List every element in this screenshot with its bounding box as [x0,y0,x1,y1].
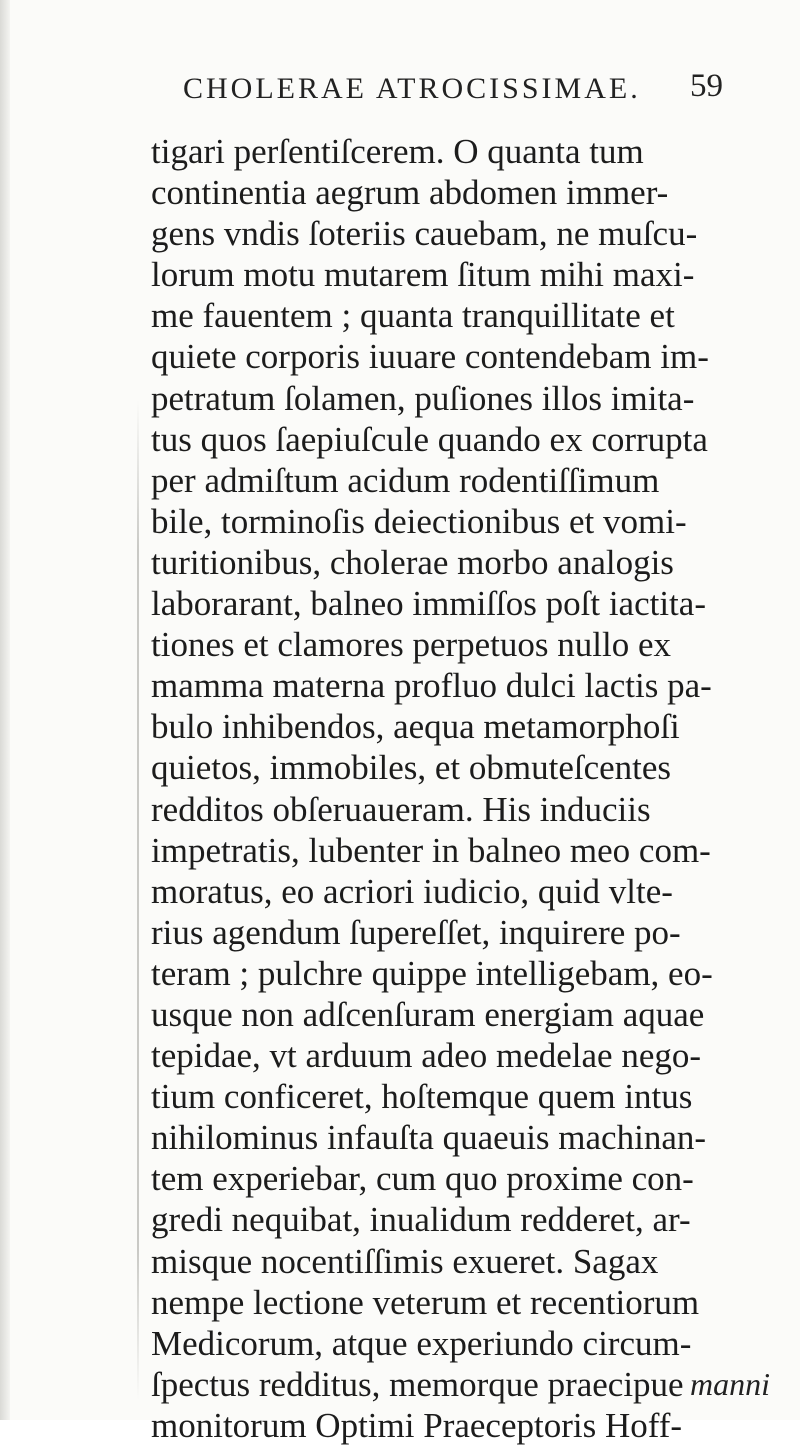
text-line: monitorum Optimi Praeceptoris Hoff- [151,1405,683,1445]
text-line: petratum ſolamen, puſiones illos imita- [151,378,695,418]
text-line: bulo inhibendos, aequa metamorphoſi [151,707,680,747]
text-line: impetratis, lubenter in balneo meo com- [151,830,711,870]
text-line: mamma materna profluo dulci lactis pa- [151,666,712,706]
text-line: rius agendum ſupereſſet, inquirere po- [151,912,681,952]
text-line: lorum motu mutarem ſitum mihi maxi- [151,255,695,295]
catchword: manni [690,1366,770,1402]
text-line: turitionibus, cholerae morbo analogis [151,542,674,582]
text-line: moratus, eo acriori iudicio, quid vlte- [151,871,673,911]
text-line: usque non adſcenſuram energiam aquae [151,994,705,1034]
text-line: teram ; pulchre quippe intelligebam, eo- [151,953,713,993]
page-edge [0,0,10,1420]
text-line: nempe lectione veterum et recentiorum [151,1282,700,1322]
body-text [151,131,776,1446]
text-line: laborarant, balneo immiſſos poſt iactita- [151,584,706,624]
running-head: CHOLERAE ATROCISSIMAE. [183,72,641,105]
text-line: nihilominus infauſta quaeuis machinan- [151,1118,707,1158]
binding-shadow [137,400,139,1400]
text-line: gens vndis ſoteriis cauebam, ne muſcu- [151,214,698,254]
text-line: tepidae, vt arduum adeo medelae nego- [151,1036,702,1076]
text-line: tium conficeret, hoſtemque quem intus [151,1077,693,1117]
text-line: Medicorum, atque experiundo circum- [151,1323,692,1363]
text-line: redditos obſeruaueram. His induciis [151,789,651,829]
text-line: tem experiebar, cum quo proxime con- [151,1159,694,1199]
text-line: tigari perſentiſcerem. O quanta tum [151,132,644,171]
text-line: me fauentem ; quanta tranquillitate et [151,296,675,336]
text-line: bile, torminoſis deiectionibus et vomi- [151,501,687,541]
page-number: 59 [690,68,723,104]
text-line: quiete corporis iuuare contendebam im- [151,337,709,377]
page-header [183,60,723,110]
text-line: misque nocentiſſimis exueret. Sagax [151,1241,659,1281]
text-line: ſpectus redditus, memorque praecipue [151,1364,684,1404]
text-line: gredi nequibat, inualidum redderet, ar- [151,1200,691,1240]
text-line: tiones et clamores perpetuos nullo ex [151,625,671,665]
text-line: per admiſtum acidum rodentiſſimum [151,460,660,500]
text-line: tus quos ſaepiuſcule quando ex corrupta [151,419,708,459]
text-line: quietos, immobiles, et obmuteſcentes [151,748,672,788]
text-line: continentia aegrum abdomen immer- [151,173,669,213]
